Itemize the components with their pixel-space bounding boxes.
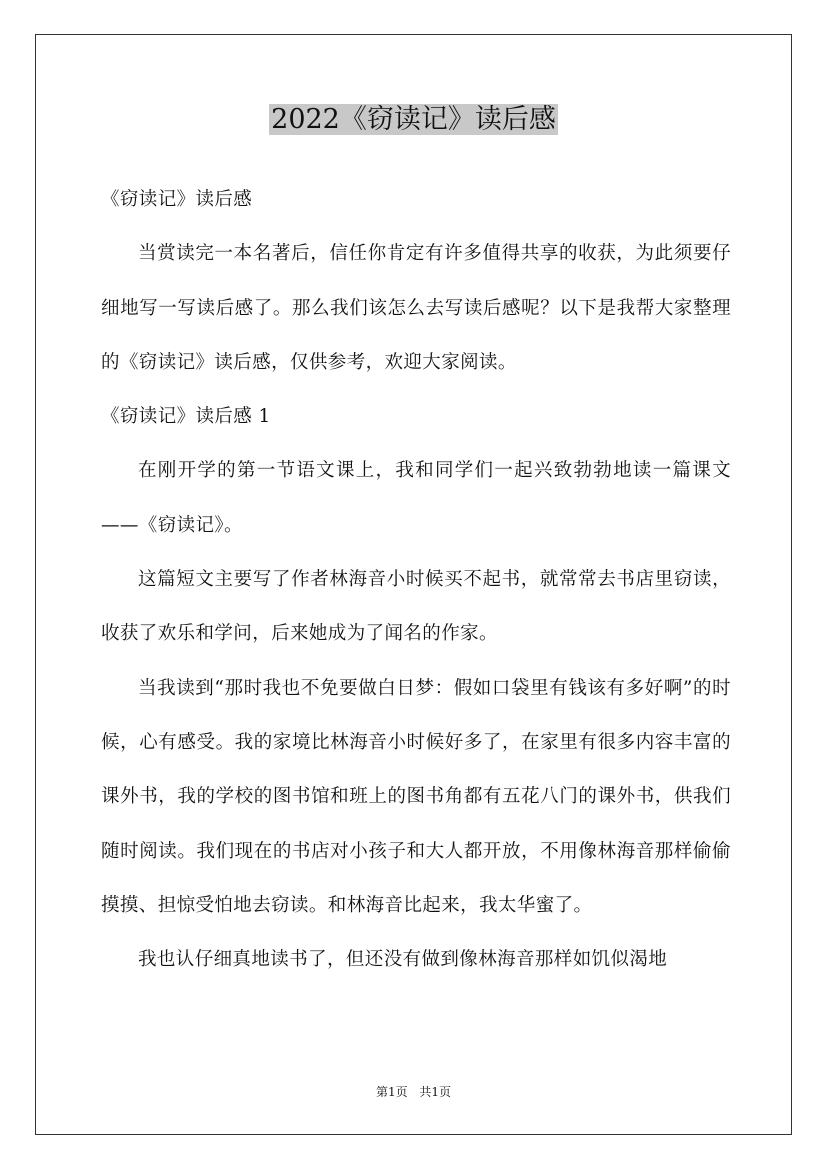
page-footer — [0, 1083, 827, 1101]
paragraph: 我也认仔细真地读书了，但还没有做到像林海音那样如饥似渴地 — [138, 949, 668, 971]
page-total: 共1页 — [419, 1085, 452, 1099]
paragraph: 在刚开学的第一节语文课上，我和同学们一起兴致勃勃地读一篇课文——《窃读记》。 — [101, 460, 731, 536]
paragraph: 《窃读记》读后感 1 — [101, 406, 271, 428]
paragraph: 当赏读完一本名著后，信任你肯定有许多值得共享的收获，为此须要仔细地写一写读后感了。那么我们该怎么去写读后感呢？以下是我帮大家整理的《窃读记》读后感，仅供参考，欢迎大家阅读。 — [101, 243, 731, 373]
paragraph: 当我读到“那时我也不免要做白日梦：假如口袋里有钱该有多好啊”的时候，心有感受。我的家境比林海音小时候好多了，在家里有很多内容丰富的课外书，我的学校的图书馆和班上的图书角都有五花八门的课外书，供我们随时阅读。我们现在的书店对小孩子和大人都开放，不用像林海音那样偷偷摸摸、担惊受怕地去窃读。和林海音比起来，我太华蜜了。 — [101, 677, 731, 916]
paragraph: 这篇短文主要写了作者林海音小时候买不起书，就常常去书店里窃读，收获了欢乐和学问，后来她成为了闻名的作家。 — [101, 569, 731, 645]
document-title — [0, 100, 827, 140]
paragraph: 《窃读记》读后感 — [101, 189, 253, 210]
document-body — [101, 173, 731, 987]
page-number: 第1页 — [375, 1085, 408, 1099]
document-title-text: 2022《窃读记》读后感 — [271, 104, 556, 135]
